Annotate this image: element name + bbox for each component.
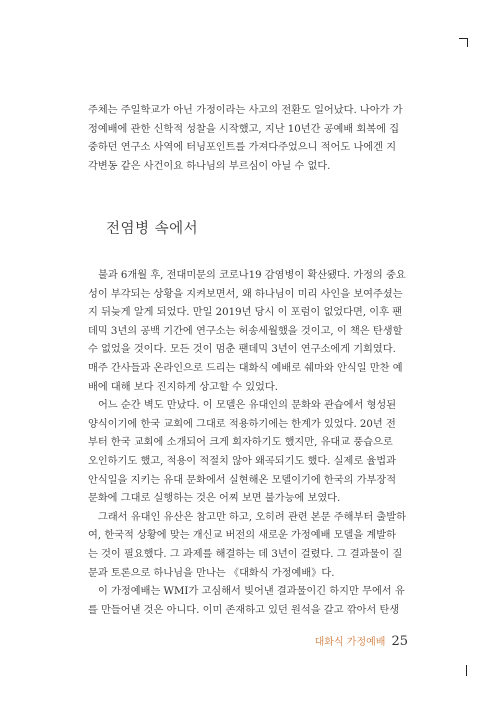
body-paragraph	[88, 397, 413, 509]
text-line: 지 뒤늦게 알게 되었다. 만일 2019년 당시 이 포럼이 없었다면, 이후 팬	[88, 307, 403, 319]
text-line: 오인하기도 했고, 적용이 적절치 않아 왜곡되기도 했다. 실제로 율법과	[88, 455, 396, 467]
text-line: 배에 대해 보다 진지하게 상고할 수 있었다.	[88, 381, 278, 393]
text-line: 부터 한국 교회에 소개되어 크게 회자하기도 했지만, 유대교 풍습으로	[88, 437, 393, 449]
text-line: 데믹 3년의 공백 기간에 연구소는 허송세월했을 것이고, 이 책은 탄생할	[88, 325, 403, 337]
text-line: 를 만들어낸 것은 아니다. 이미 존재하고 있던 원석을 갈고 깎아서 탄생	[88, 604, 400, 616]
text-line: 이 가정예배는 WMI가 고심해서 빚어낸 결과물이긴 하지만 무에서 유	[98, 586, 405, 598]
page-footer	[315, 633, 408, 649]
text-line: 안식일을 지키는 유대 문화에서 실현해온 모델이기에 한국의 가부장적	[88, 474, 397, 486]
text-line: 그래서 유대인 유산은 참고만 하고, 오히려 관련 본문 주해부터 출발하	[98, 511, 406, 523]
crop-mark-bottom-right	[466, 665, 467, 676]
text-line: 성이 부각되는 상황을 지켜보면서, 왜 하나님이 미리 사인을 보여주셨는	[88, 288, 403, 300]
crop-mark-top-right	[459, 38, 468, 47]
text-line: 중하던 연구소 사역에 터닝포인트를 가져다주었으니 적어도 나에겐 지	[88, 142, 397, 154]
text-line: 문화에 그대로 실행하는 것은 어찌 보면 불가능에 보였다.	[88, 493, 341, 505]
text-line: 여, 한국적 상황에 맞는 개신교 버전의 새로운 가정예배 모델을 계발하	[88, 530, 396, 542]
page-number: 25	[391, 634, 408, 649]
running-title: 대화식 가정예배	[314, 637, 386, 648]
text-line: 정예배에 관한 신학적 성찰을 시작했고, 지난 10년간 공예배 회복에 집	[88, 123, 400, 135]
text-line: 주체는 주일학교가 아닌 가정이라는 사고의 전환도 일어났다. 나아가 가	[88, 105, 403, 116]
text-line: 각변동 같은 사건이요 하나님의 부르심이 아닐 수 없다.	[88, 160, 331, 172]
text-line: 어느 순간 벽도 만났다. 이 모델은 유대인의 문화와 관습에서 형성된	[98, 400, 397, 412]
text-line: 매주 간사들과 온라인으로 드리는 대화식 예배로 쉐마와 안식일 만찬 예	[88, 362, 403, 374]
text-line: 양식이기에 한국 교회에 그대로 적용하기에는 한계가 있었다. 20년 전	[88, 418, 396, 430]
body-paragraph	[88, 267, 413, 397]
body-text	[88, 267, 413, 620]
intro-paragraph	[88, 102, 413, 176]
body-paragraph	[88, 583, 413, 620]
text-line: 문과 토론으로 하나님을 만나는 《대화식 가정예배》다.	[88, 567, 335, 579]
text-line: 불과 6개월 후, 전대미문의 코로나19 감염병이 확산됐다. 가정의 중요	[98, 270, 406, 281]
text-line: 수 없었을 것이다. 모든 것이 멈춘 팬데믹 3년이 연구소에게 기회였다.	[88, 344, 396, 356]
text-line: 는 것이 필요했다. 그 과제를 해결하는 데 3년이 걸렸다. 그 결과물이 질	[88, 548, 403, 560]
body-paragraph	[88, 509, 413, 583]
section-heading: 전염병 속에서	[106, 221, 199, 237]
